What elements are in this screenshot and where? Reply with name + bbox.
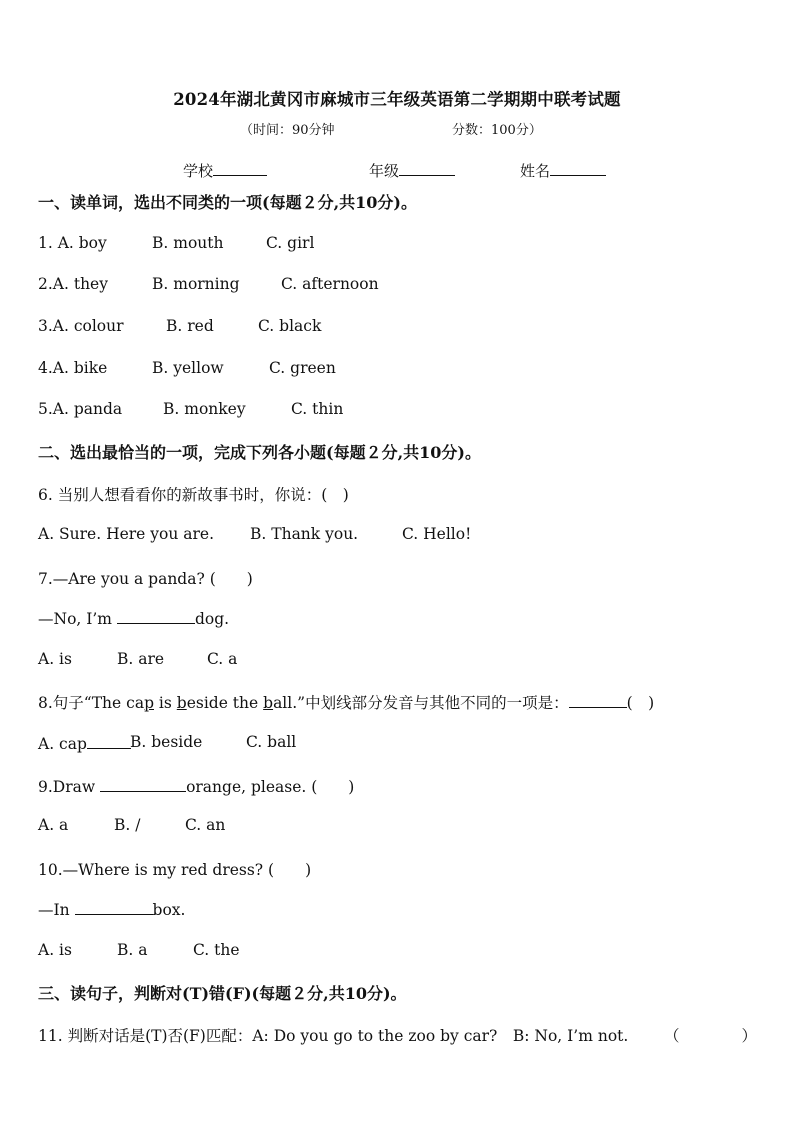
section-1-heading: 一、读单词，选出不同类的一项(每题２分,共10分)。 [38, 193, 417, 212]
q7-reply [38, 608, 229, 628]
name-field [520, 160, 606, 181]
time-info: （时间：90分钟 [240, 123, 335, 138]
q8-word-cap-a: ca [126, 694, 145, 712]
q1-option-a: 1. A. boy [38, 234, 107, 252]
q9-option-a: A. a [38, 816, 69, 834]
q8-mid: is [154, 694, 177, 712]
q10-reply-post: box. [152, 901, 186, 919]
q8-paren: ( ) [626, 694, 655, 712]
section-3-heading: 三、读句子，判断对(T)错(F)(每题２分,共10分)。 [38, 984, 407, 1003]
q7-option-a: A. is [38, 650, 72, 668]
q4-option-c: C. green [269, 359, 336, 377]
q9-answer-blank[interactable] [100, 776, 186, 792]
school-blank[interactable] [213, 160, 267, 176]
school-field [183, 160, 267, 181]
q1-option-b: B. mouth [152, 234, 224, 252]
q8-stem [38, 691, 654, 713]
q7-option-c: C. a [207, 650, 238, 668]
q8-answer-blank[interactable] [569, 692, 627, 708]
q8-option-b: B. beside [130, 733, 203, 751]
q10-stem: 10.—Where is my red dress? ( ) [38, 861, 312, 879]
q8-word-ball-rest: all. [273, 694, 298, 712]
q8-pre: 8.句子“The [38, 694, 127, 712]
q6-option-b: B. Thank you. [250, 525, 359, 543]
q1-option-c: C. girl [266, 234, 315, 252]
q8-word-beside-rest: eside the [186, 694, 264, 712]
q10-answer-blank[interactable] [75, 899, 153, 915]
q8-word-beside-b: b [176, 694, 187, 712]
q9-option-c: C. an [185, 816, 226, 834]
q10-option-c: C. the [193, 941, 240, 959]
q2-option-c: C. afternoon [281, 275, 379, 293]
q6-option-c: C. Hello! [402, 525, 472, 543]
q10-option-a: A. is [38, 941, 72, 959]
school-label: 学校 [183, 162, 214, 180]
q10-reply [38, 899, 185, 919]
exam-title: 2024年湖北黄冈市麻城市三年级英语第二学期期中联考试题 [173, 90, 621, 109]
score-info: 分数：100分） [452, 123, 542, 138]
q7-answer-blank[interactable] [117, 608, 195, 624]
q5-option-c: C. thin [291, 400, 344, 418]
grade-label: 年级 [369, 162, 400, 180]
q10-option-b: B. a [117, 941, 148, 959]
q2-option-a: 2.A. they [38, 275, 108, 293]
q9-stem [38, 775, 354, 797]
q4-option-b: B. yellow [152, 359, 224, 377]
q9-option-b: B. / [114, 816, 141, 834]
q11-answer-paren[interactable]: （ ） [664, 1027, 758, 1045]
q6-stem: 6. 当别人想看看你的新故事书时，你说：( ) [38, 486, 349, 504]
q7-reply-pre: —No, I’m [38, 610, 117, 628]
section-2-heading: 二、选出最恰当的一项，完成下列各小题(每题２分,共10分)。 [38, 443, 481, 462]
q7-stem: 7.—Are you a panda? ( ) [38, 570, 253, 588]
q3-option-a: 3.A. colour [38, 317, 124, 335]
q8-option-a-text: A. cap [38, 735, 87, 753]
q3-option-c: C. black [258, 317, 322, 335]
q9-post: orange, please. ( ) [186, 778, 355, 796]
q8-word-ball-b: b [263, 694, 274, 712]
grade-blank[interactable] [399, 160, 455, 176]
q8-option-a-underline [87, 733, 131, 749]
q11-stem: 11. 判断对话是(T)否(F)匹配：A: Do you go to the zoo by car? B: No, I’m not. [38, 1027, 629, 1045]
q3-option-b: B. red [166, 317, 214, 335]
q8-option-a [38, 733, 131, 753]
q8-post: ”中划线部分发音与其他不同的一项是： [297, 694, 569, 712]
q10-reply-pre: —In [38, 901, 75, 919]
q8-option-c: C. ball [246, 733, 297, 751]
q7-reply-post: dog. [194, 610, 230, 628]
name-label: 姓名 [520, 162, 551, 180]
q4-option-a: 4.A. bike [38, 359, 108, 377]
q5-option-b: B. monkey [163, 400, 246, 418]
grade-field [369, 160, 455, 181]
q5-option-a: 5.A. panda [38, 400, 123, 418]
q9-pre: 9.Draw [38, 778, 101, 796]
name-blank[interactable] [550, 160, 606, 176]
q6-option-a: A. Sure. Here you are. [38, 525, 215, 543]
q2-option-b: B. morning [152, 275, 240, 293]
q7-option-b: B. are [117, 650, 165, 668]
q8-word-cap-p: p [144, 694, 154, 712]
